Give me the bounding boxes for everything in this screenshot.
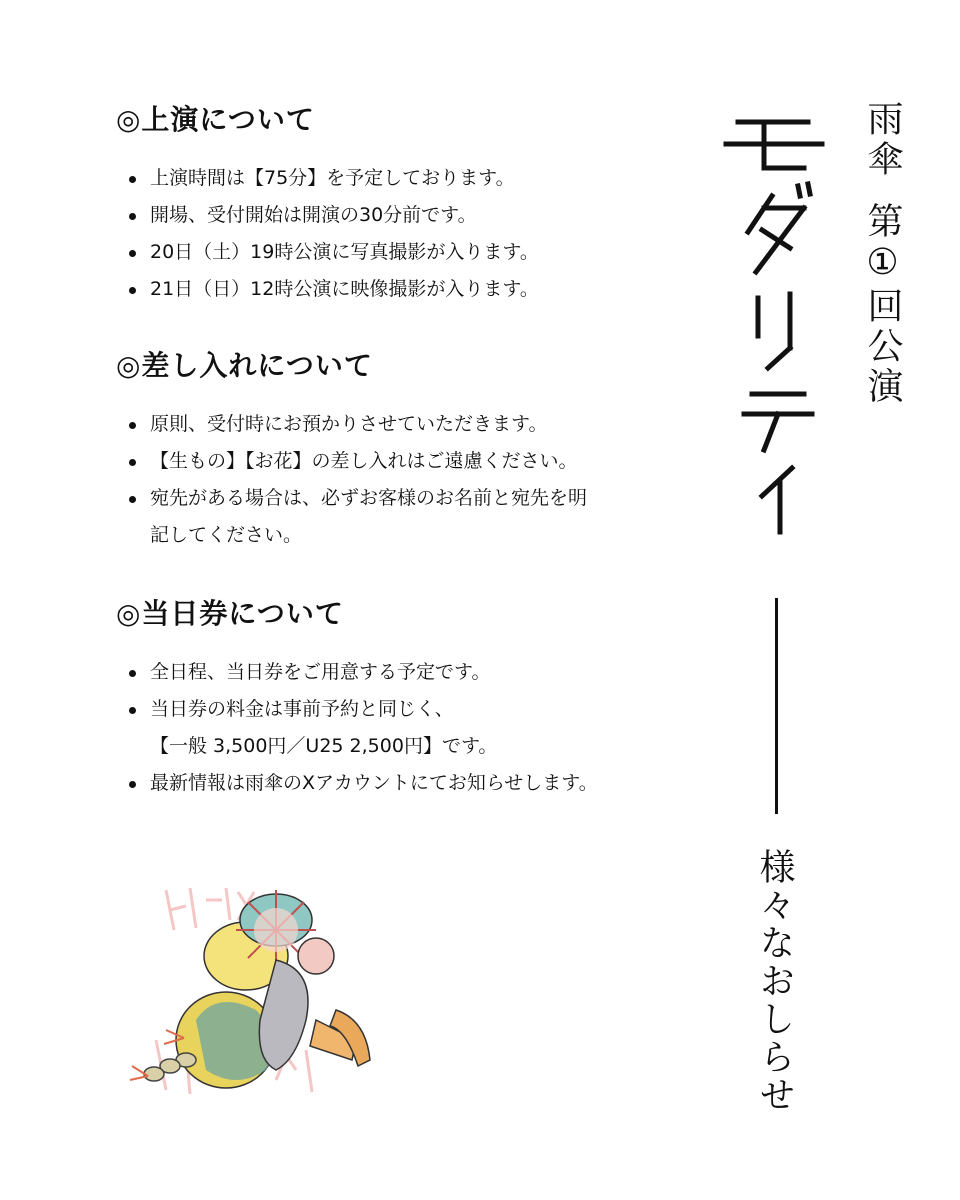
subtitle: 様々なおしらせ: [754, 848, 795, 1114]
performance-number: 第①回公演: [862, 202, 903, 407]
section-gifts: [116, 346, 676, 554]
list-item: [116, 406, 676, 443]
item-text-continued: 記してください。: [150, 524, 303, 546]
section-performance: [116, 100, 676, 308]
list-item: [116, 271, 676, 308]
troupe-performance-label: [862, 100, 902, 407]
list-item: [116, 197, 676, 234]
item-text: 宛先がある場合は、必ずお客様のお名前と宛先を明: [150, 487, 588, 509]
list-item: [116, 480, 676, 554]
list-item: [116, 654, 676, 691]
bullet-icon: [129, 496, 136, 503]
list-item: [116, 443, 676, 480]
list-item: [116, 160, 676, 197]
item-text: 原則、受付時にお預かりさせていただきます。: [150, 413, 548, 435]
item-text: 20日（土）19時公演に写真撮影が入ります。: [150, 241, 539, 263]
item-text: 上演時間は【75分】を予定しております。: [150, 167, 515, 189]
section-list: [116, 160, 676, 308]
notice-content: [116, 100, 676, 802]
item-text: 当日券の料金は事前予約と同じく、: [150, 698, 454, 720]
bullet-icon: [129, 213, 136, 220]
section-list: [116, 654, 676, 802]
bullet-icon: [129, 422, 136, 429]
bullet-icon: [129, 670, 136, 677]
item-text: 【生もの】【お花】の差し入れはご遠慮ください。: [150, 450, 578, 472]
list-item: [116, 765, 676, 802]
main-title: [712, 100, 832, 540]
list-item: [116, 234, 676, 271]
section-door-tickets: [116, 594, 676, 802]
main-title-lettering: [712, 100, 832, 540]
bullet-icon: [129, 287, 136, 294]
item-text: 最新情報は雨傘のXアカウントにてお知らせします。: [150, 772, 598, 794]
bullet-icon: [129, 707, 136, 714]
item-text: 全日程、当日券をご用意する予定です。: [150, 661, 491, 683]
bullet-icon: [129, 781, 136, 788]
list-item: [116, 691, 676, 765]
two-characters-embrace-illustration: [126, 870, 378, 1110]
section-list: [116, 406, 676, 554]
item-text: 開場、受付開始は開演の30分前です。: [150, 204, 477, 226]
section-heading: ◎上演について: [116, 103, 315, 136]
illustration: [126, 870, 378, 1110]
bullet-icon: [129, 250, 136, 257]
item-text-continued: 【一般 3,500円／U25 2,500円】です。: [150, 735, 498, 757]
title-dash: [775, 598, 778, 814]
troupe-name: 雨傘: [862, 100, 903, 180]
bullet-icon: [129, 459, 136, 466]
bullet-icon: [129, 176, 136, 183]
section-heading: ◎差し入れについて: [116, 349, 373, 382]
section-heading: ◎当日券について: [116, 597, 344, 630]
item-text: 21日（日）12時公演に映像撮影が入ります。: [150, 278, 539, 300]
